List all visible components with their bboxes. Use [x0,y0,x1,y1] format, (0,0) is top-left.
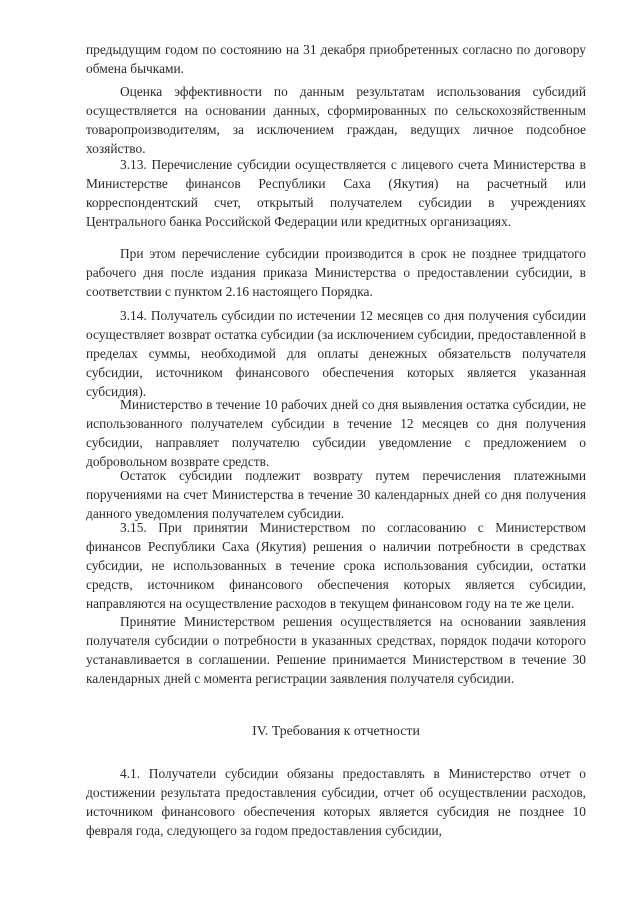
paragraph-3-15: 3.15. При принятии Министерством по согласованию с Министерством финансов Республики Саха (Якутия) решения о наличии потребности в средствах субсидии, не использованных в течение срока использования субсидии, остатки средств, источником финансового обеспечения которых является субсидии, направляются на осуществление расходов в текущем финансовом году на те же цели. [86,520,586,612]
paragraph-efficiency-assessment: Оценка эффективности по данным результатам использования субсидий осуществляется на основании данных, сформированных по сельскохозяйственным товаропроизводителям, за исключением граждан, ведущих личное подсобное хозяйство. [86,84,586,157]
paragraph-remainder-return: Остаток субсидии подлежит возврату путем перечисления платежными поручениями на счет Министерства в течение 30 календарных дней со дня получения данного уведомления получателем субсидии. [86,468,586,522]
paragraph-transfer-deadline: При этом перечисление субсидии производится в срок не позднее тридцатого рабочего дня после издания приказа Министерства о предоставлении субсидии, в соответствии с пунктом 2.16 настоящего Порядка. [86,246,586,300]
section-heading: IV. Требования к отчетности [252,723,420,738]
paragraph-3-13: 3.13. Перечисление субсидии осуществляется с лицевого счета Министерства в Министерстве финансов Республики Саха (Якутия) на расчетный или корреспондентский счет, открытый получателем субсидии в учреждениях Центрального банка Российской Федерации или кредитных организациях. [86,157,586,230]
paragraph-ministry-notice: Министерство в течение 10 рабочих дней со дня выявления остатка субсидии, не использованного получателем субсидии в течение 12 месяцев со дня получения субсидии, направляет получателю субсидии уведомление с предложением о добровольном возврате средств. [86,397,586,470]
paragraph-decision: Принятие Министерством решения осуществляется на основании заявления получателя субсидии о потребности в указанных средствах, порядок подачи которого устанавливается в соглашении. Решение принимается Министерством в течение 30 календарных дней с момента регистрации заявления получателя субсидии. [86,614,586,687]
paragraph-continuation: предыдущим годом по состоянию на 31 декабря приобретенных согласно по договору обмена бычками. [86,42,586,77]
paragraph-3-14: 3.14. Получатель субсидии по истечении 12 месяцев со дня получения субсидии осуществляет возврат остатка субсидии (за исключением субсидии, предоставленной в пределах суммы, необходимой для оплаты денежных обязательств получателя субсидии, источником финансового обеспечения которых является указанная субсидия). [86,308,586,400]
paragraph-4-1: 4.1. Получатели субсидии обязаны предоставлять в Министерство отчет о достижении результата предоставления субсидии, отчет об осуществлении расходов, источником финансового обеспечения которых является субсидия не позднее 10 февраля года, следующего за годом предоставления субсидии, [86,766,586,839]
